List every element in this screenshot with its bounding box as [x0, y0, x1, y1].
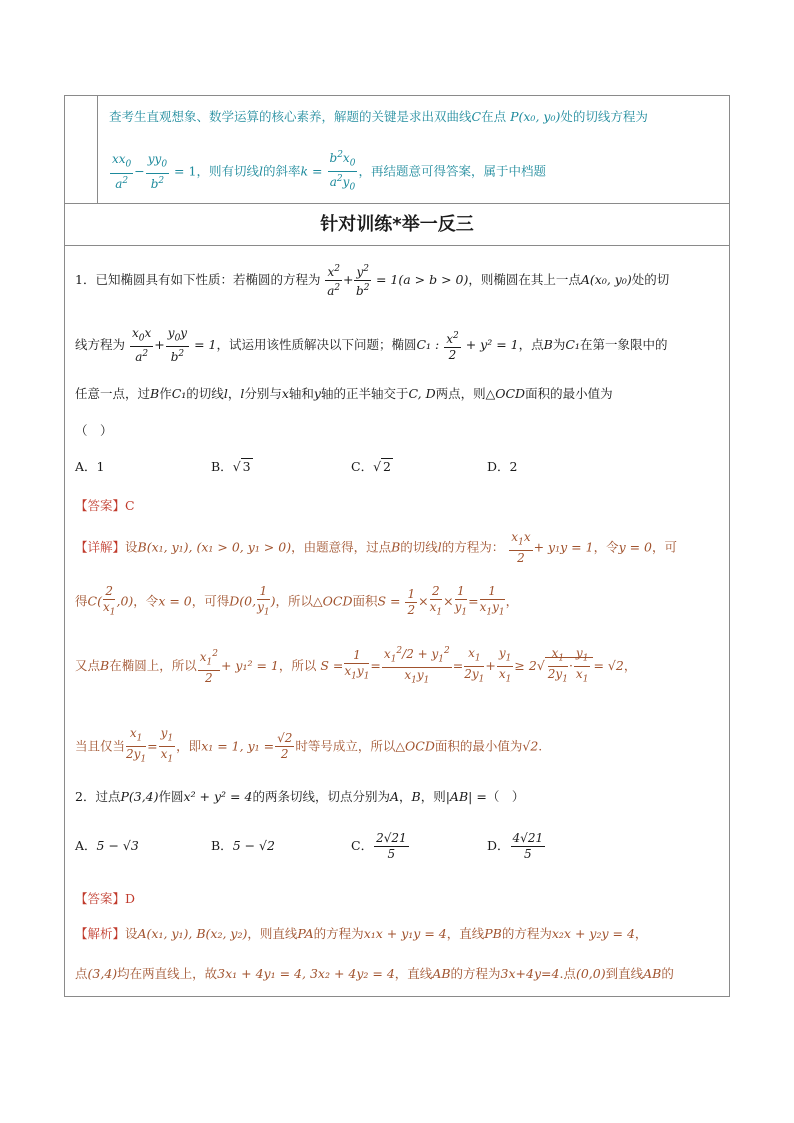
q1-answer: 【答案】C: [75, 498, 135, 513]
fraction: $\frac{y_1}{x_1}$: [498, 645, 512, 685]
q2-option-c: C． $\frac{2√21}{5}$: [351, 831, 407, 861]
q1-line-2: 线方程为 $\frac{x_0x}{a^2}$ + $\frac{y_0y}{b^2}$ = 1，试运用该性质解决以下问题；椭圆C₁ : $\frac{x^2}{2}$ + y² = 1，点B为C₁在第一象限中的: [75, 326, 668, 365]
q1-line-3: 任意一点，过B作C₁的切线l，l分别与x轴和y轴的正半轴交于C, D两点，则△OCD面积的最小值为: [75, 386, 613, 401]
q2-option-d: D． $\frac{4√21}{5}$: [487, 831, 544, 861]
fraction: $\frac{y_1}{x_1}$: [160, 726, 174, 765]
fraction: $\frac{1}{y_1}$: [257, 584, 270, 618]
analysis-box: [65, 96, 729, 204]
fraction: $\frac{x_0x}{a^2}$: [132, 326, 152, 365]
q1-option-a: A．1: [75, 459, 105, 474]
fraction: $\frac{x^2}{a^2}$: [327, 264, 341, 298]
q2-solution-line-1: 【解析】设A(x₁, y₁), B(x₂, y₂)，则直线PA的方程为x₁x + y₁y = 4，直线PB的方程为x₂x + y₂y = 4，: [75, 926, 648, 941]
q1-option-d: D．2: [487, 459, 518, 474]
fraction: $\frac{x_1^2/2 + y_1^2}{x_1y_1}$: [383, 646, 450, 686]
fraction: $\frac{1}{x_1y_1}$: [344, 648, 370, 682]
fraction: $\frac{1}{2}$: [407, 586, 416, 617]
fraction: $\frac{x_1^2}{2}$: [199, 648, 218, 686]
q1-detail-line-2: 得C( $\frac{2}{x_1}$ ,0)，令x = 0，可得D(0, $\frac{1}{y_1}$ )，所以△OCD面积S = $\frac{1}{2}$ × $\frac{2}{x_1}$ × $\frac{1}{y_1}$ = $\frac{1}{x_1y_1}$ ，: [75, 584, 518, 618]
fraction: $\frac{yy_0}{b^2}$: [147, 152, 168, 191]
analysis-line-1: 查考生直观想象、数学运算的核心素养，解题的关键是求出双曲线C在点 P(x₀, y₀)处的切线方程为: [109, 109, 648, 124]
q2-answer: 【答案】D: [75, 891, 136, 906]
q1-detail-line-4: 当且仅当 $\frac{x_1}{2y_1}$ = $\frac{y_1}{x_1}$ ，即x₁ = 1, y₁ = $\frac{√2}{2}$ 时等号成立，所以△OCD面积的最小值为√2.: [75, 726, 542, 762]
q1-blank: （ ）: [75, 423, 113, 438]
q2-line-1: 2．过点P(3,4)作圆x² + y² = 4的两条切线，切点分别为A，B，则|AB| =（ ）: [75, 789, 525, 804]
fraction: $\frac{4√21}{5}$: [512, 831, 544, 861]
section-title: 针对训练*举一反三: [65, 204, 729, 246]
fraction: $\frac{y_1}{x_1}$: [575, 645, 589, 685]
fraction: $\frac{√2}{2}$: [277, 731, 293, 762]
fraction: $\frac{y_0y}{b^2}$: [167, 326, 188, 365]
document-frame: [64, 95, 730, 997]
fraction: $\frac{2}{x_1}$: [102, 584, 116, 618]
q2-option-a: A．5 − √3: [75, 838, 139, 853]
fraction: $\frac{2}{x_1}$: [429, 584, 443, 618]
fraction: $\frac{1}{x_1y_1}$: [479, 584, 505, 618]
q1-option-b: B．√ 3: [211, 459, 251, 474]
fraction: $\frac{y^2}{b^2}$: [356, 264, 370, 298]
fraction: $\frac{b^2x_0}{a^2y_0}$: [329, 150, 356, 193]
q1-detail-line-3: 又点B在椭圆上，所以 $\frac{x_1^2}{2}$ + y₁² = 1，所以 S = $\frac{1}{x_1y_1}$ = $\frac{x_1^2/2 + y_1^2}{x_1y_1}$ = $\frac{x_1}{2y_1}$ + $\frac{y_1}{x_1}$ ≥ 2√ $\frac{x_1}{2y_1}$ · $\frac{y_1}{x_1}$ = √2，: [75, 644, 636, 704]
analysis-left-column: [65, 96, 98, 203]
fraction: $\frac{1}{y_1}$: [454, 584, 468, 618]
q1-detail-line-1: 【详解】设B(x₁, y₁), (x₁ > 0, y₁ > 0)，由题意得，过点B的切线l的方程为： $\frac{x_1x}{2}$ + y₁y = 1，令y = 0，可: [75, 530, 678, 566]
q2-option-b: B．5 − √2: [211, 838, 275, 853]
fraction: $\frac{x_1x}{2}$: [511, 530, 531, 566]
fraction: $\frac{x^2}{2}$: [446, 330, 459, 362]
fraction: $\frac{x_1}{2y_1}$: [464, 645, 485, 685]
fraction: $\frac{x_1}{2y_1}$: [126, 726, 147, 765]
q2-solution-line-2: 点(3,4)均在两直线上，故3x₁ + 4y₁ = 4, 3x₂ + 4y₂ = 4，直线AB的方程为3x+4y=4.点(0,0)到直线AB的: [75, 966, 674, 981]
analysis-line-2: $\frac{xx_0}{a^2}$ − $\frac{yy_0}{b^2}$ = 1，则有切线l的斜率k = $\frac{b^2x_0}{a^2y_0}$ ，再结题意可得答案，属于中档题: [109, 148, 546, 188]
q1-line-1: 1．已知椭圆具有如下性质：若椭圆的方程为 $\frac{x^2}{a^2}$ + $\frac{y^2}{b^2}$ = 1(a > b > 0)，则椭圆在其上一点A(x₀, y₀)处的切: [75, 264, 670, 298]
fraction: $\frac{x_1}{2y_1}$: [547, 645, 568, 685]
fraction: $\frac{2√21}{5}$: [376, 831, 407, 861]
q1-option-c: C．√ 2: [351, 459, 391, 474]
fraction: $\frac{xx_0}{a^2}$: [112, 152, 132, 191]
